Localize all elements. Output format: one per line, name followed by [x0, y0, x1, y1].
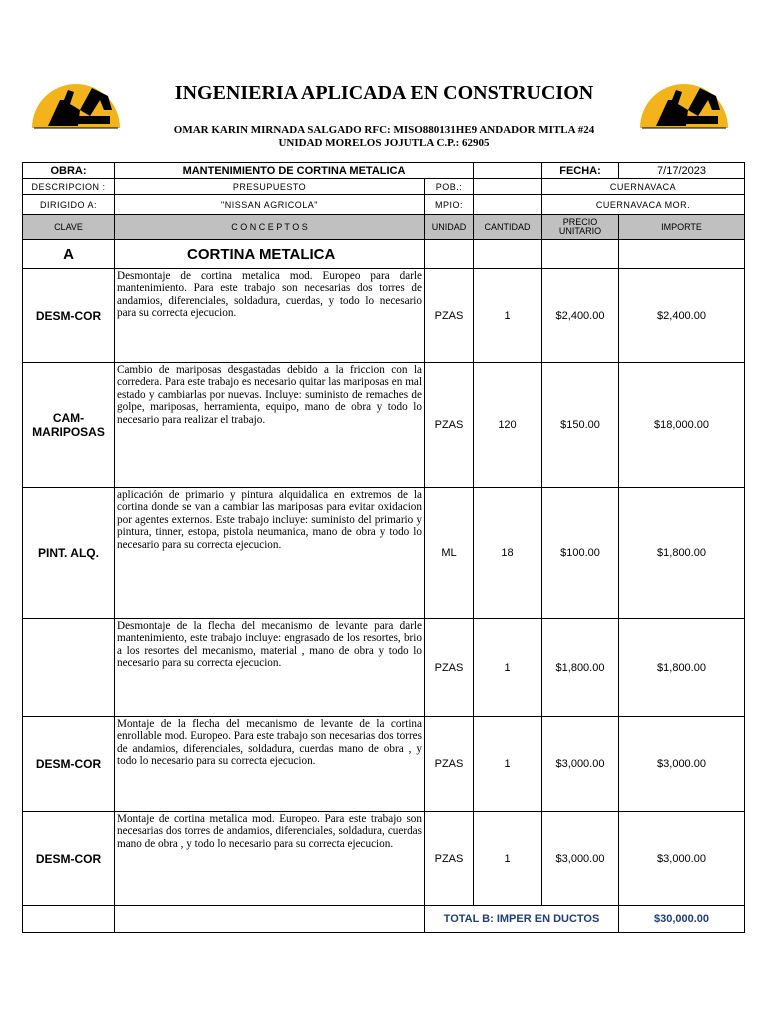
blank-cell: [619, 240, 745, 269]
dirigido-value: "NISSAN AGRICOLA": [115, 195, 425, 215]
company-address-line-2: UNIDAD MORELOS JOJUTLA C.P.: 62905: [278, 137, 490, 149]
budget-table: [22, 162, 745, 933]
row-clave: CAM-MARIPOSAS: [23, 363, 115, 488]
row-clave: PINT. ALQ.: [23, 488, 115, 619]
row-description: Montaje de cortina metalica mod. Europeo. Para este trabajo son necesarias dos torres de andamios, diferenciales, soldadura, cuerdas mano de obra , y todo lo necesario para su correcta ejecucion.: [115, 812, 425, 906]
row-description: aplicación de primario y pintura alquidalica en extremos de la cortina donde se van a cambiar las mariposas para evitar oxidacion por agentes externos. Este trabajo incluye: suministo del primario y pintura, tinner, estopa, pistola neumanica, mano de obra y todo lo necesario para su correcta ejecucion.: [115, 488, 425, 619]
row-unidad: PZAS: [425, 812, 474, 906]
row-precio: $3,000.00: [542, 812, 619, 906]
section-title: CORTINA METALICA: [115, 240, 425, 269]
table-row: [23, 619, 745, 717]
blank-cell: [474, 240, 542, 269]
row-importe: $1,800.00: [619, 619, 745, 717]
dirigido-label: DIRIGIDO A:: [23, 195, 115, 215]
row-unidad: PZAS: [425, 269, 474, 363]
row-clave: DESM-COR: [23, 812, 115, 906]
company-title: INGENIERIA APLICADA EN CONSTRUCION: [174, 82, 594, 104]
row-description: Desmontaje de cortina metalica mod. Europeo para darle mantenimiento. Para este trabajo son necesarias dos torres de andamios, diferenciales, soldadura, cuerdas, y todo lo necesario para su correcta ejecucion.: [115, 269, 425, 363]
total-value: $30,000.00: [619, 906, 745, 933]
row-cantidad: 1: [474, 812, 542, 906]
row-unidad: PZAS: [425, 619, 474, 717]
row-importe: $1,800.00: [619, 488, 745, 619]
row-clave: DESM-COR: [23, 269, 115, 363]
row-precio: $2,400.00: [542, 269, 619, 363]
row-description: Cambio de mariposas desgastadas debido a la friccion con la corredera. Para este trabajo es necesario quitar las mariposas en mal estado y cambiarlas por nuevas. Incluye: suministo de remaches de golpe, mariposas, herramienta, equipo, mano de obra y todo lo necesario para realizar el trabajo.: [115, 363, 425, 488]
row-importe: $3,000.00: [619, 717, 745, 812]
row-cantidad: 1: [474, 717, 542, 812]
blank-cell: [115, 906, 425, 933]
row-cantidad: 120: [474, 363, 542, 488]
row-precio: $1,800.00: [542, 619, 619, 717]
blank-cell: [542, 240, 619, 269]
row-precio: $150.00: [542, 363, 619, 488]
obra-value: MANTENIMIENTO DE CORTINA METALICA: [115, 163, 474, 179]
table-row: [23, 488, 745, 619]
section-letter: A: [23, 240, 115, 269]
row-description: Montaje de la flecha del mecanismo de levante de la cortina enrollable mod. Europeo. Para este trabajo son necesarias dos torres de andamios, diferenciales, soldadura, cuerdas mano de obra , y todo lo necesario para su correcta ejecucion.: [115, 717, 425, 812]
mpio-value: CUERNAVACA MOR.: [542, 195, 745, 215]
obra-label: OBRA:: [23, 163, 115, 179]
blank-cell: [474, 163, 542, 179]
row-unidad: PZAS: [425, 363, 474, 488]
row-clave: DESM-COR: [23, 717, 115, 812]
total-row: [23, 906, 745, 933]
row-cantidad: 18: [474, 488, 542, 619]
blank-cell: [474, 179, 542, 195]
descripcion-label: DESCRIPCION :: [23, 179, 115, 195]
row-description: Desmontaje de la flecha del mecanismo de levante para darle mantenimiento, este trabajo incluye: engrasado de los resortes, brio a los resortes del mecanismo, material , mano de obra y todo lo necesario para su correcta ejecucion.: [115, 619, 425, 717]
table-row: [23, 717, 745, 812]
pob-value: CUERNAVACA: [542, 179, 745, 195]
row-precio: $3,000.00: [542, 717, 619, 812]
company-address-line-1: OMAR KARIN MIRNADA SALGADO RFC: MISO880131HE9 ANDADOR MITLA #24: [173, 124, 595, 136]
col-header-unidad: UNIDAD: [425, 215, 474, 240]
row-unidad: ML: [425, 488, 474, 619]
row-unidad: PZAS: [425, 717, 474, 812]
pob-label: POB.:: [425, 179, 474, 195]
blank-cell: [425, 240, 474, 269]
row-importe: $3,000.00: [619, 812, 745, 906]
total-label: TOTAL B: IMPER EN DUCTOS: [425, 906, 619, 933]
table-row: [23, 363, 745, 488]
table-row: [23, 269, 745, 363]
fecha-value: 7/17/2023: [619, 163, 745, 179]
col-header-cantidad: CANTIDAD: [474, 215, 542, 240]
table-row: [23, 812, 745, 906]
col-header-conceptos: C O N C E P T O S: [115, 215, 425, 240]
row-cantidad: 1: [474, 269, 542, 363]
row-importe: $2,400.00: [619, 269, 745, 363]
col-header-clave: CLAVE: [23, 215, 115, 240]
fecha-label: FECHA:: [542, 163, 619, 179]
row-clave: [23, 619, 115, 717]
row-importe: $18,000.00: [619, 363, 745, 488]
blank-cell: [474, 195, 542, 215]
mpio-label: MPIO:: [425, 195, 474, 215]
descripcion-value: PRESUPUESTO: [115, 179, 425, 195]
blank-cell: [23, 906, 115, 933]
row-precio: $100.00: [542, 488, 619, 619]
row-cantidad: 1: [474, 619, 542, 717]
col-header-precio: PRECIO UNITARIO: [542, 215, 619, 240]
col-header-importe: IMPORTE: [619, 215, 745, 240]
